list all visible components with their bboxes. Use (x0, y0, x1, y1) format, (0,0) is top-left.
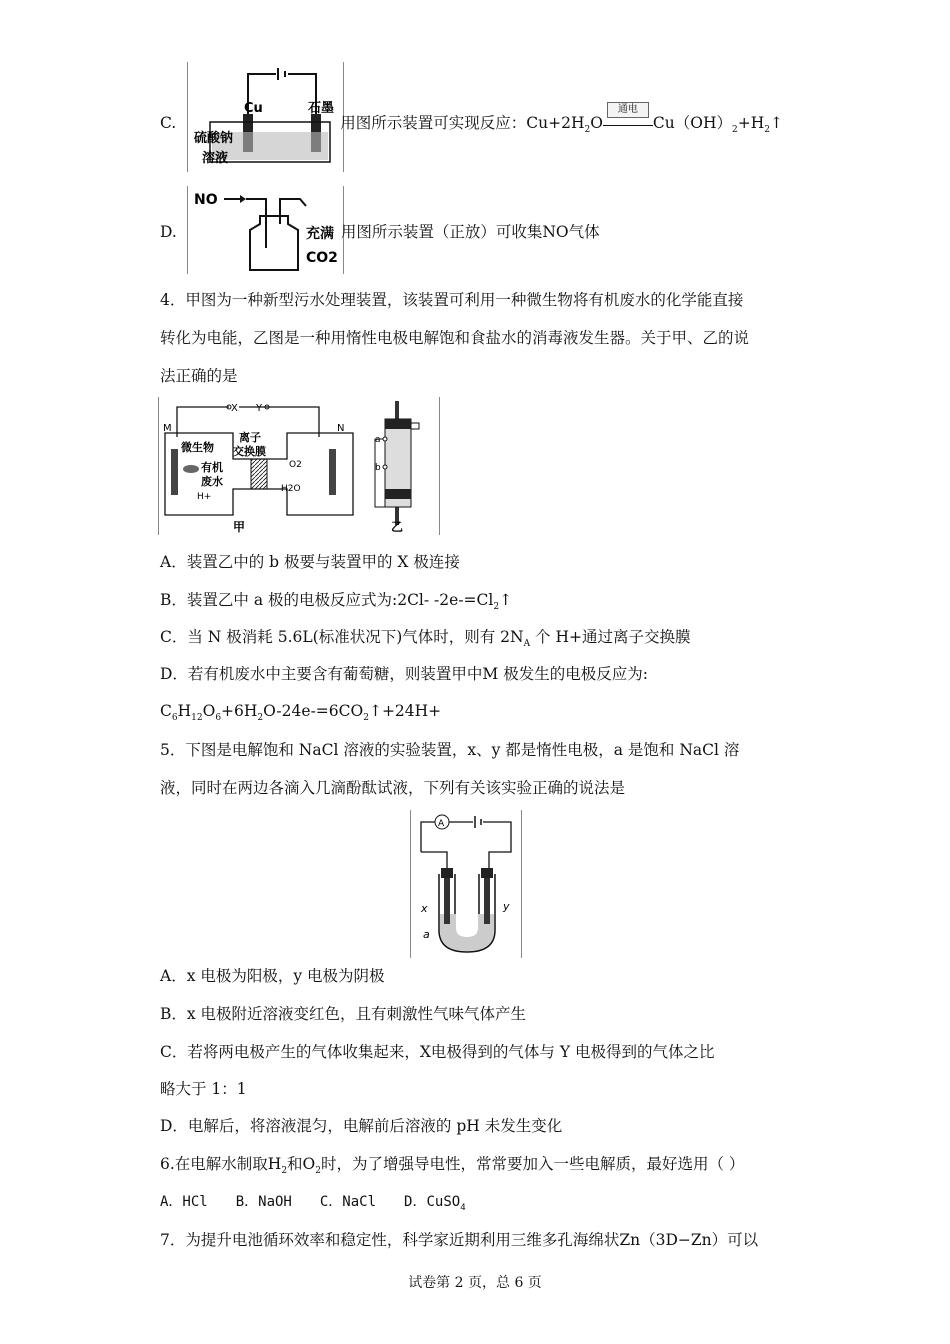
y-label: Y (256, 403, 263, 414)
ammeter-label: A (438, 819, 445, 829)
membrane-label-2: 交换膜 (233, 445, 266, 458)
q6-option-b: B．NaOH (235, 1194, 292, 1210)
yi-label: 乙 (391, 520, 404, 534)
microbe-label: 微生物 (181, 441, 214, 454)
a-solution-label: a (423, 928, 430, 941)
q5-option-c-line-2: 略大于 1：1 (160, 1080, 247, 1098)
q3-option-c: C. 用图所示装置可实现反应：$Cu+2H_2O$ 通电 $Cu(OH)_2+H_2↑$ (160, 104, 783, 135)
q6-options (160, 1192, 466, 1212)
x-electrode-label: x (421, 902, 428, 915)
q7-stem: 7．为提升电池循环效率和稳定性，科学家近期利用三维多孔海绵状Zn（3D−Zn）可以 (160, 1231, 759, 1249)
b-label: b (375, 463, 381, 473)
q4-stem-line-3: 法正确的是 (160, 367, 238, 385)
m-label: M (163, 423, 172, 434)
q4-figure (158, 397, 440, 535)
q6-option-a: A．HCl (160, 1194, 208, 1210)
q4-option-d-equation: $C_6H_{12}O_6+6H_2O-24e-=6CO_2↑+24H+$ (160, 702, 442, 723)
q6-option-c: C．NaCl (319, 1194, 377, 1210)
q5-option-c-line-1: C．若将两电极产生的气体收集起来，X电极得到的气体与 Y 电极得到的气体之比 (160, 1043, 715, 1061)
a-label: a (375, 435, 381, 445)
x-label: X (231, 403, 238, 414)
electrolysis-condition-arrow: 通电 (603, 110, 653, 130)
q5-stem-line-1: 5．下图是电解饱和 NaCl 溶液的实验装置，x、y 都是惰性电极，a 是饱和 NaCl 溶 (160, 741, 740, 759)
h2o-label: H2O (281, 484, 301, 494)
q4-option-d-line-1: D．若有机废水中主要含有葡萄糖，则装置甲中M 极发生的电极反应为: (160, 665, 648, 683)
o2-label: O2 (289, 460, 302, 470)
solution-label-2: 溶液 (202, 151, 229, 166)
q6-option-d: D．CuSO$_4$ (404, 1194, 466, 1213)
q6-stem: 6.在电解水制取$H_2$和$O_2$时，为了增强导电性，常常要加入一些电解质，最好选用（ ） (160, 1155, 745, 1176)
graphite-label: 石墨 (308, 101, 335, 116)
page-footer: 试卷第 2 页，总 6 页 (408, 1275, 542, 1291)
jia-label: 甲 (233, 520, 246, 534)
membrane-label-1: 离子 (239, 431, 261, 444)
q3-option-d: D. 用图所示装置（正放）可收集NO气体 (160, 223, 600, 241)
q5-u-tube-figure (410, 810, 522, 958)
no-label: NO (194, 192, 218, 208)
organic-label-2: 废水 (201, 475, 223, 488)
q4-stem-line-1: 4．甲图为一种新型污水处理装置，该装置可利用一种微生物将有机废水的化学能直接 (160, 291, 744, 309)
q4-option-b: B．装置乙中 a 极的电极反应式为:2Cl- $-2e-=Cl_2↑$ (160, 591, 513, 612)
q5-option-d: D．电解后，将溶液混匀，电解前后溶液的 pH 未发生变化 (160, 1117, 563, 1135)
fill-label: 充满 (306, 226, 334, 242)
q5-stem-line-2: 液，同时在两边各滴入几滴酚酞试液，下列有关该实验正确的说法是 (160, 779, 626, 797)
n-label: N (337, 423, 345, 434)
hplus-label: H+ (197, 492, 212, 502)
q5-option-a: A．x 电极为阳极，y 电极为阴极 (160, 967, 385, 985)
solution-label-1: 硫酸钠 (194, 131, 234, 146)
q4-stem-line-2: 转化为电能，乙图是一种用惰性电极电解饱和食盐水的消毒液发生器。关于甲、乙的说 (160, 329, 750, 347)
cu-label: Cu (244, 101, 263, 116)
q4-option-a: A．装置乙中的 b 极要与装置甲的 X 极连接 (160, 553, 460, 571)
co2-label: CO2 (306, 250, 338, 266)
q4-option-c: C．当 N 极消耗 5.6L(标准状况下)气体时，则有 $2N_A$ 个 H+通过离子交换膜 (160, 628, 691, 649)
q5-option-b: B．x 电极附近溶液变红色，且有刺激性气味气体产生 (160, 1005, 527, 1023)
organic-label-1: 有机 (201, 461, 223, 474)
y-electrode-label: y (503, 900, 510, 913)
